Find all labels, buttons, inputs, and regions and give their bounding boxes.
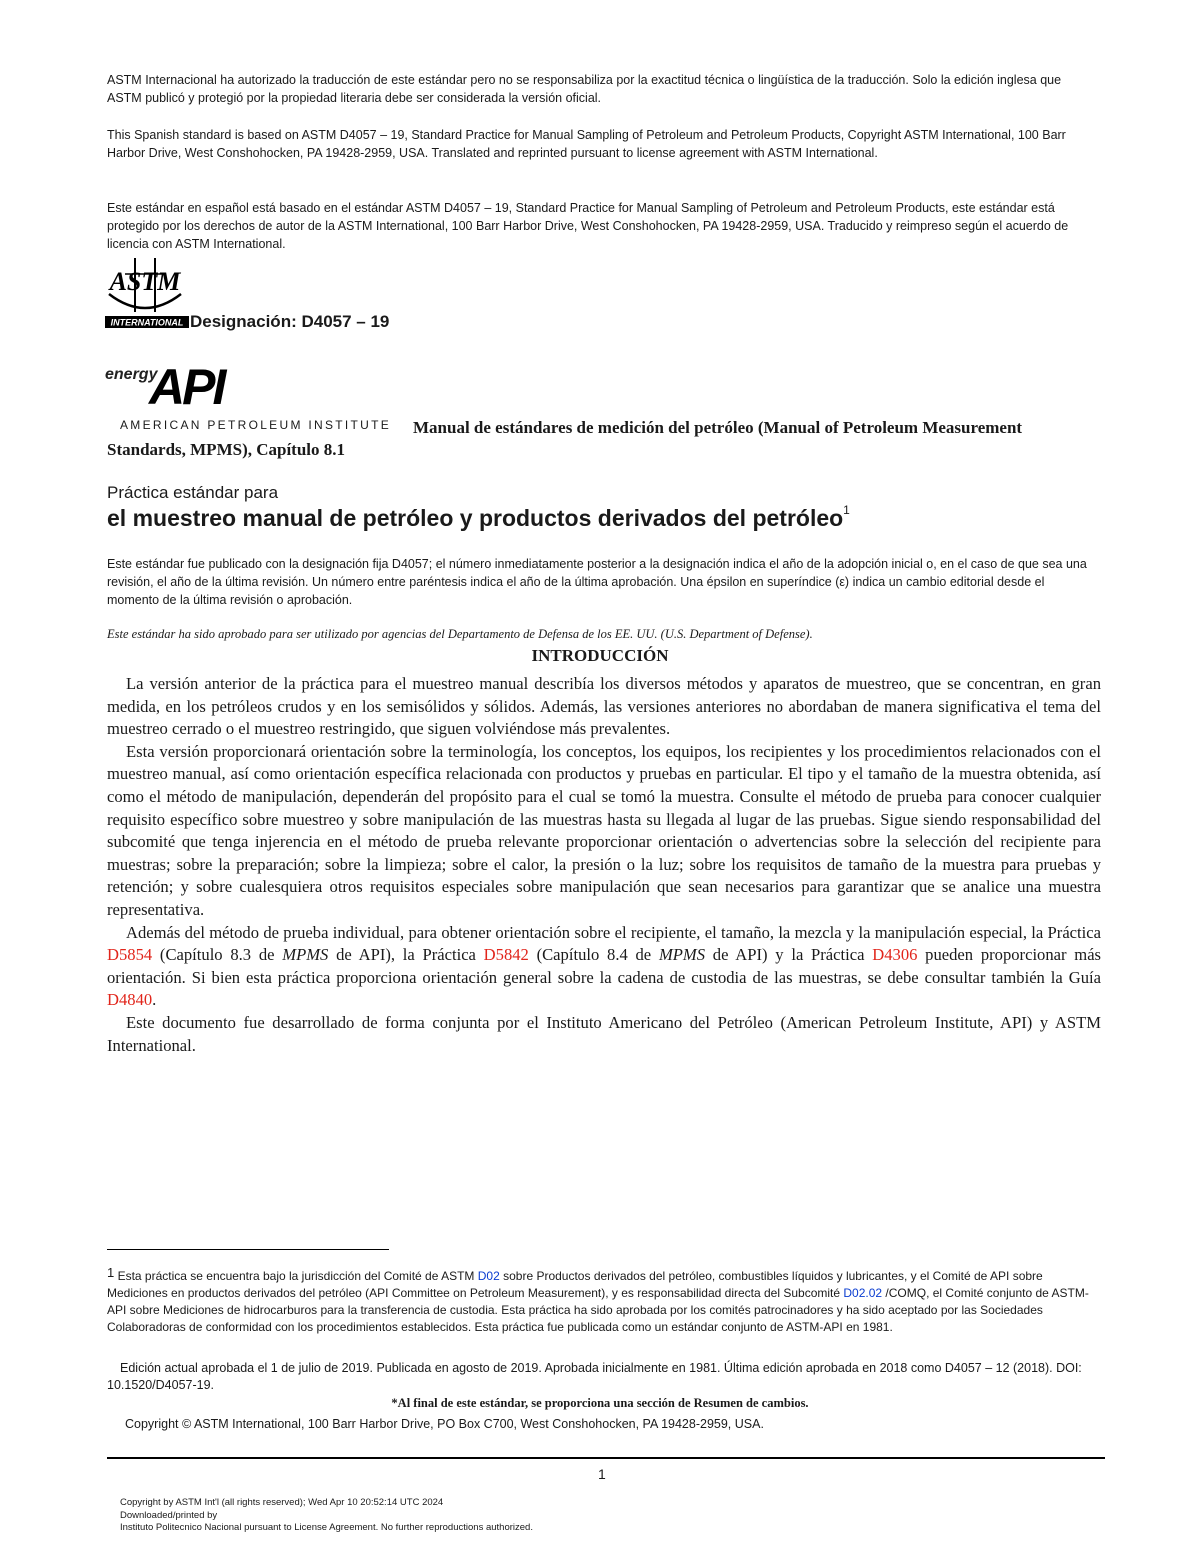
intro-paragraph-1: La versión anterior de la práctica para el muestreo manual describía los diversos métodos y aparatos de muestreo, que se concentran, en gran medida, en los petróleos crudos y en los semisólidos y sólidos. Además, las versiones anteriores no abordaban de manera significativa el tema del muestreo cerrado o el muestreo restringido, que siguen volviéndose más prevalentes.: [107, 674, 1101, 739]
copyright-line: Copyright © ASTM International, 100 Barr Harbor Drive, PO Box C700, West Conshohocken, PA 19428-2959, USA.: [125, 1417, 764, 1431]
designation: Designación: D4057 – 19: [190, 312, 390, 331]
page-divider: [107, 1457, 1105, 1459]
footnote-divider: [107, 1249, 389, 1250]
watermark-line-2: Downloaded/printed by: [120, 1509, 218, 1521]
translation-notice: ASTM Internacional ha autorizado la traducción de este estándar pero no se responsabiliza por la exactitud técnica o lingüística de la traducción. Solo la edición inglesa que ASTM publicó y protegió por la propiedad literaria debe ser considerada la versión oficial.: [107, 73, 1062, 105]
intro-paragraph-3: Además del método de prueba individual, para obtener orientación sobre el recipiente, el tamaño, la mezcla y la manipulación especial, la Práctica D5854 (Capítulo 8.3 de MPMS de API), la Práctica D5842 (Capítulo 8.4 de MPMS de API) y la Práctica D4306 pueden proporcionar más orientación. Si bien esta práctica proporciona orientación general sobre la cadena de custodia de las muestras, se debe consultar también la Guía D4840.: [107, 922, 1102, 1010]
intro-paragraph-2: Esta versión proporcionará orientación sobre la terminología, los conceptos, los equipos, los recipientes y los procedimientos relacionados con el muestreo manual, así como orientación específica relacionada con productos y pruebas en particular. El tipo y el tamaño de la muestra obtenida, así como el método de manipulación, dependerán del propósito para el cual se tomó la muestra. Consulte el método de prueba para conocer cualquier requisito específico sobre muestreo y sobre manipulación de las muestras hasta su llegada al lugar de las pruebas. Sigue siendo responsabilidad del subcomité que tenga injerencia en el método de prueba relevante proporcionar orientación o advertencias sobre la selección del recipiente para muestras; sobre la preparación; sobre la limpieza; sobre el calor, la presión o la luz; sobre los requisitos de tamaño de la muestra para pruebas y retención; y sobre cualesquiera otros requisitos especiales sobre manipulación que sean necesarios para garantizar que se analice una muestra representativa.: [107, 741, 1101, 919]
watermark-line-1: Copyright by ASTM Int'l (all rights reserved); Wed Apr 10 20:52:14 UTC 2024: [120, 1497, 444, 1508]
spanish-basis-notice: Este estándar en español está basado en el estándar ASTM D4057 – 19, Standard Practice for Manual Sampling of Petroleum and Petroleum Products, este estándar está protegido por los derechos de autor de la ASTM International, 100 Barr Harbor Drive, West Conshohocken, PA 19428-2959, USA. Traducido y reimpreso según el acuerdo de licencia con ASTM International.: [107, 201, 1069, 251]
astm-logo-text: ASTM: [109, 267, 181, 296]
api-mark-text: API: [149, 359, 224, 408]
intro-heading: INTRODUCCIÓN: [531, 646, 669, 665]
issuance-note: Este estándar fue publicado con la designación fija D4057; el número inmediatamente posterior a la designación indica el año de la adopción inicial o, en el caso de que sea una revisión, el año de la última revisión. Un número entre paréntesis indica el año de la última aprobación. Una épsilon en superíndice (ε) indica un cambio editorial desde el momento de la última revisión o aprobación.: [107, 557, 1087, 607]
english-basis-notice: This Spanish standard is based on ASTM D4057 – 19, Standard Practice for Manual Sampling of Petroleum and Petroleum Products, Copyright ASTM International, 100 Barr Harbor Drive, West Conshohocken, PA 19428-2959, USA. Translated and reprinted pursuant to license agreement with ASTM International.: [107, 128, 1066, 160]
watermark-line-3: Instituto Politecnico Nacional pursuant to License Agreement. No further reproductions authorized.: [120, 1522, 533, 1533]
manual-title: Manual de estándares de medición del petróleo (Manual of Petroleum Measurement Standards, MPMS), Capítulo 8.1: [107, 418, 1023, 459]
edition-note: Edición actual aprobada el 1 de julio de 2019. Publicada en agosto de 2019. Aprobada inicialmente en 1981. Última edición aprobada en 2018 como D4057 – 12 (2018). DOI: 10.1520/D4057-19.: [107, 1361, 1082, 1392]
practice-title-line1: Práctica estándar para: [107, 483, 279, 502]
intro-body: [107, 673, 1101, 1057]
ref-link-d02-02[interactable]: D02.02: [843, 1286, 883, 1300]
footnote-marker: 1: [843, 503, 850, 518]
api-energy-text: energy: [105, 366, 158, 383]
dod-note: Este estándar ha sido aprobado para ser utilizado por agencias del Departamento de Defensa de los EE. UU. (U.S. Department of Defense).: [107, 627, 813, 641]
api-institute-name: AMERICAN PETROLEUM INSTITUTE: [120, 418, 392, 432]
footnote-1: $^1$ Esta práctica se encuentra bajo la jurisdicción del Comité de ASTM D02 sobre Productos derivados del petróleo, combustibles líquidos y lubricantes, y el Comité de API sobre Mediciones en productos derivados del petróleo (API Committee on Petroleum Measurement), y es responsabilidad directa del Subcomité D02.02 /COMQ, el Comité conjunto de ASTM-API sobre Mediciones de hidrocarburos para la transferencia de custodia. Esta práctica ha sido aprobada por los comités patrocinadores y ha sido aceptado por las Sociedades Colaboradoras de conformidad con los procedimientos establecidos. Esta práctica fue publicada como un estándar conjunto de ASTM-API en 1981.: [107, 1265, 1089, 1334]
ref-link-d5854[interactable]: D5854: [107, 945, 153, 965]
practice-title-text: el muestreo manual de petróleo y productos derivados del petróleo: [107, 505, 844, 531]
page-number: 1: [598, 1466, 606, 1482]
intro-paragraph-4: Este documento fue desarrollado de forma conjunta por el Instituto Americano del Petróleo (American Petroleum Institute, API) y ASTM International.: [107, 1012, 1101, 1055]
api-logo: [105, 358, 245, 408]
download-watermark: [120, 1497, 1020, 1535]
ref-link-d02[interactable]: D02: [477, 1269, 500, 1283]
summary-note: *Al final de este estándar, se proporciona una sección de Resumen de cambios.: [391, 1396, 809, 1410]
ref-link-d5842[interactable]: D5842: [483, 945, 529, 965]
astm-logo-subtext: INTERNATIONAL: [110, 317, 184, 328]
ref-link-d4840[interactable]: D4840: [107, 990, 153, 1010]
ref-link-d4306[interactable]: D4306: [872, 945, 918, 965]
footnote-number: 1: [107, 1265, 115, 1280]
astm-logo: [105, 254, 189, 330]
practice-title-line2: [107, 505, 850, 532]
